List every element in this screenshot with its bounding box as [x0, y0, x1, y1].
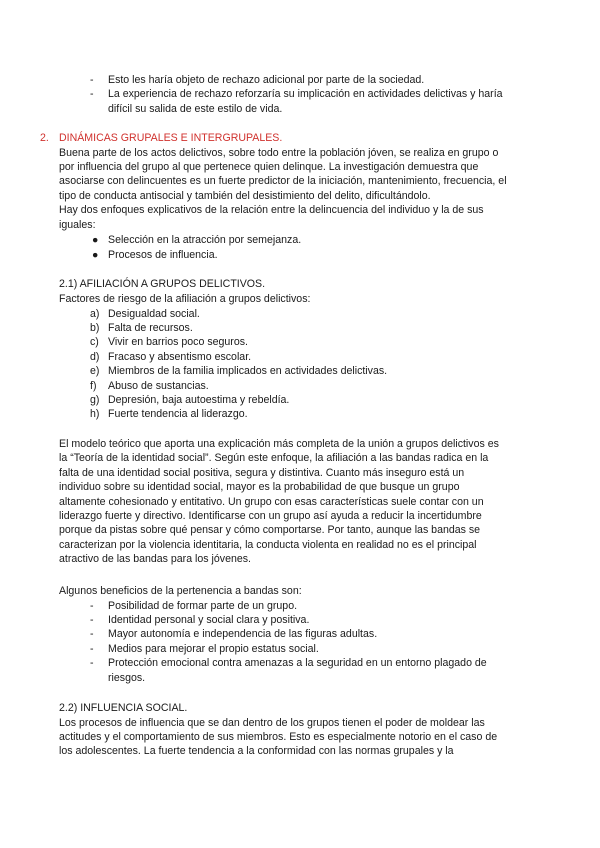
paragraph-line: falta de una identidad social positiva, segura y distintiva. Cuanto más inseguro está un [59, 466, 465, 479]
dash-marker: - [90, 642, 94, 655]
benefit-text: Protección emocional contra amenazas a la seguridad en un entorno plagado de [108, 657, 487, 670]
section-number: 2. [40, 132, 49, 144]
benefit-text: Medios para mejorar el propio estatus social. [108, 642, 319, 655]
paragraph-line: los adolescentes. La fuerte tendencia a la conformidad con las normas grupales y la [59, 745, 454, 758]
factor-text: Fuerte tendencia al liderazgo. [108, 408, 248, 421]
factor-letter: b) [90, 321, 100, 334]
factor-text: Abuso de sustancias. [108, 379, 209, 392]
factor-text: Miembros de la familia implicados en actividades delictivas. [108, 365, 388, 378]
paragraph-line: asociarse con delincuentes es un fuerte predictor de la iniciación, mantenimiento, frecuencia, el [59, 175, 507, 188]
paragraph-line: por influencia del grupo al que pertenece quien delinque. La investigación demuestra que [59, 160, 479, 173]
factor-letter: g) [90, 393, 100, 406]
paragraph-line: iguales: [59, 218, 96, 231]
subsection-heading: 2.2) INFLUENCIA SOCIAL. [59, 702, 188, 714]
paragraph-line: Hay dos enfoques explicativos de la relación entre la delincuencia del individuo y la de sus [59, 204, 484, 217]
list-item-text: Esto les haría objeto de rechazo adicional por parte de la sociedad. [108, 74, 425, 86]
dash-marker: - [90, 74, 94, 86]
factor-letter: f) [90, 379, 97, 392]
list-item-text: La experiencia de rechazo reforzaría su implicación en actividades delictivas y haría [108, 88, 503, 101]
paragraph-line: porque da pistas sobre qué pensar y cómo comportarse. Por tanto, aunque las bandas se [59, 524, 481, 537]
benefit-text: Mayor autonomía e independencia de las figuras adultas. [108, 628, 378, 641]
paragraph-line: altamente cohesionado y entitativo. Un grupo con esas características suele contar con un [59, 495, 484, 508]
benefits-intro: Algunos beneficios de la pertenencia a bandas son: [59, 585, 302, 597]
bullet-item-text: Procesos de influencia. [108, 249, 218, 261]
paragraph-line: atractivo de las bandas para los jóvenes. [59, 553, 251, 566]
paragraph-line: actitudes y el comportamiento de sus miembros. Esto es especialmente notorio en el caso de [59, 730, 498, 743]
dash-marker: - [90, 657, 94, 670]
dash-marker: - [90, 599, 94, 612]
paragraph-line: la “Teoría de la identidad social”. Según este enfoque, la afiliación a las bandas radica en la [59, 452, 489, 465]
paragraph-line: tipo de conducta antisocial y también del desistimiento del delito, dificultándolo. [59, 189, 431, 202]
factor-text: Vivir en barrios poco seguros. [108, 336, 248, 349]
subsection-intro: Factores de riesgo de la afiliación a grupos delictivos: [59, 293, 311, 305]
factor-text: Desigualdad social. [108, 307, 200, 320]
section-heading: DINÁMICAS GRUPALES E INTERGRUPALES. [59, 132, 283, 144]
bullet-marker: ● [92, 249, 99, 261]
factor-letter: d) [90, 350, 100, 363]
bullet-marker: ● [92, 234, 99, 246]
paragraph-line: Los procesos de influencia que se dan dentro de los grupos tienen el poder de moldear las [59, 716, 485, 729]
bullet-item-text: Selección en la atracción por semejanza. [108, 234, 302, 246]
paragraph-line: individuo sobre su identidad social, mayor es la probabilidad de que busque un grupo [59, 481, 460, 494]
factor-text: Fracaso y absentismo escolar. [108, 350, 252, 363]
factor-letter: a) [90, 307, 100, 320]
paragraph-line: El modelo teórico que aporta una explicación más completa de la unión a grupos delictivos es [59, 438, 499, 450]
dash-marker: - [90, 88, 94, 101]
benefit-text: riesgos. [108, 671, 146, 684]
factor-letter: e) [90, 365, 100, 378]
factor-letter: h) [90, 408, 100, 421]
subsection-heading: 2.1) AFILIACIÓN A GRUPOS DELICTIVOS. [59, 278, 266, 290]
paragraph-line: caracterizan por la violencia identitaria, la conducta violenta en realidad no es el principal [59, 538, 477, 551]
list-item-text: difícil su salida de este estilo de vida. [108, 102, 283, 115]
factor-text: Falta de recursos. [108, 321, 193, 334]
factor-letter: c) [90, 336, 99, 349]
dash-marker: - [90, 628, 94, 641]
benefit-text: Identidad personal y social clara y positiva. [108, 613, 310, 626]
paragraph-line: liderazgo fuerte y directivo. Identificarse con un grupo así ayuda a reducir la incertidumbre [59, 510, 482, 522]
dash-marker: - [90, 613, 94, 626]
benefit-text: Posibilidad de formar parte de un grupo. [108, 599, 298, 612]
paragraph-line: Buena parte de los actos delictivos, sobre todo entre la población jóven, se realiza en grupo o [59, 146, 499, 159]
factor-text: Depresión, baja autoestima y rebeldía. [108, 393, 290, 406]
